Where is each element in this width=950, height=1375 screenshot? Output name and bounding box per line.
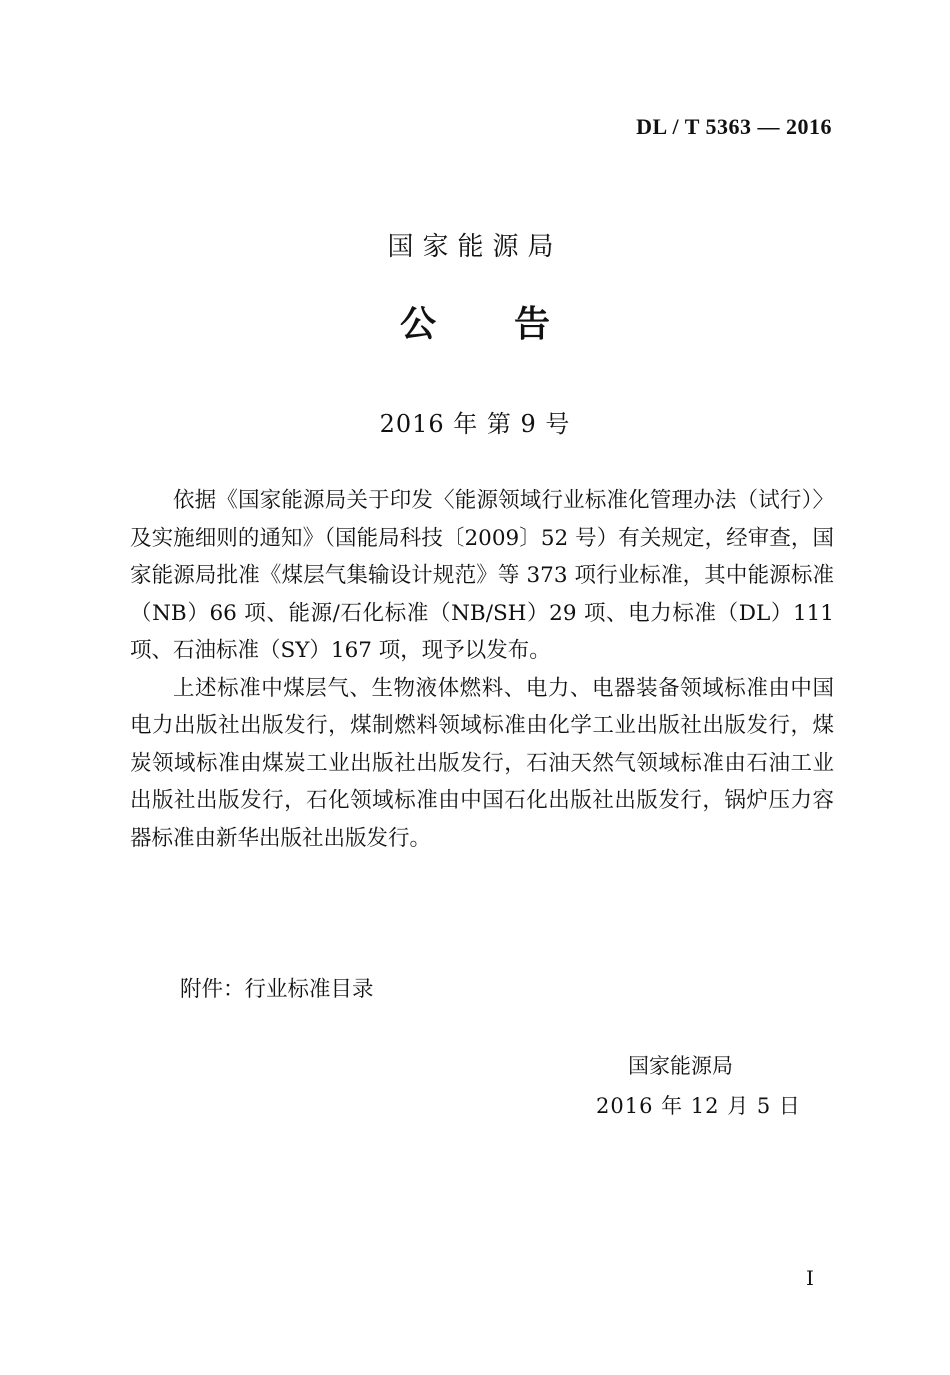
standard-number: DL / T 5363 — 2016 [636, 114, 832, 139]
body-paragraph-2: 上述标准中煤层气、生物液体燃料、电力、电器装备领域标准由中国电力出版社出版发行，煤制燃料领域标准由化学工业出版社出版发行，煤炭领域标准由煤炭工业出版社出版发行，石油天然气领域标准由石油工业出版社出版发行，石化领域标准由中国石化出版社出版发行，锅炉压力容器标准由新华出版社出版发行。 [130, 675, 834, 851]
attachment-line: 附件：行业标准目录 [180, 977, 374, 1002]
notice-title: 公告 [399, 304, 628, 345]
notice-number: 2016 年 第 9 号 [379, 410, 571, 438]
body-paragraph-1: 依据《国家能源局关于印发〈能源领域行业标准化管理办法（试行）〉及实施细则的通知》（国能局科技〔2009〕52 号）有关规定，经审查，国家能源局批准《煤层气集输设计规范》等 373 项行业标准，其中能源标准（NB）66 项、能源/石化标准（NB/SH）29 项、电力标准（DL）111 项、石油标准（SY）167 项，现予以发布。 [130, 488, 834, 663]
page-number: I [806, 1266, 814, 1290]
notice-body [130, 482, 834, 857]
signature-organization: 国家能源局 [628, 1054, 733, 1078]
issuer-name: 国家能源局 [387, 232, 563, 262]
signature-date: 2016 年 12 月 5 日 [596, 1094, 801, 1118]
